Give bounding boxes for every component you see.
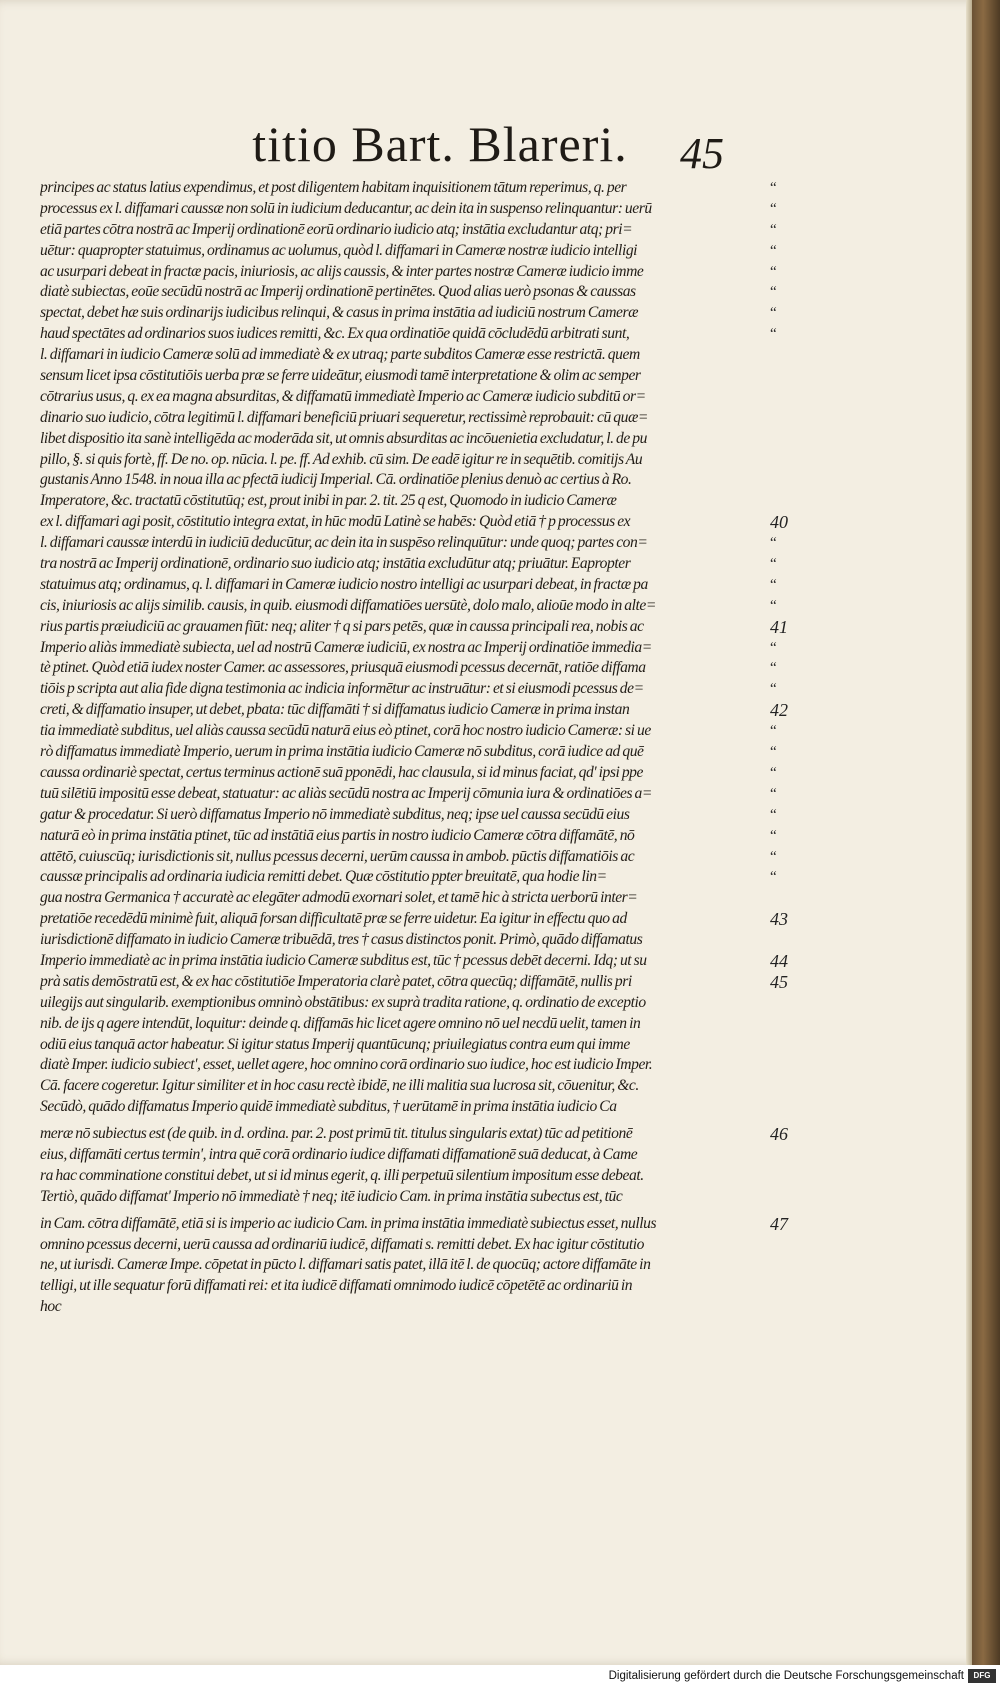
margin-quote-mark bbox=[770, 1276, 810, 1297]
text-line: spectat, debet hæ suis ordinarijs iudicibus relinqui, & casus in prima instātia ad iudiciū nostrum Cameræ bbox=[40, 304, 639, 322]
book-binding bbox=[972, 0, 1000, 1688]
margin-quote-mark: “ bbox=[770, 869, 777, 886]
text-line: uilegijs aut singularib. exemptionibus omninò obstātibus: ex suprà tradita ratione, q. ordinatio de exceptio bbox=[40, 993, 646, 1011]
text-line: cōtrarius usus, q. ex ea magna absurditas, & diffamatū immediatè Imperio ac Cameræ iudicio subditū or= bbox=[40, 387, 646, 405]
margin-quote-mark: “ bbox=[770, 764, 777, 781]
text-line: Tertiò, quādo diffamat' Imperio nō immediatè † neq; itē iudicio Cam. in prima instātia subectus est, tūc bbox=[40, 1187, 623, 1205]
margin-quote-mark: “ bbox=[770, 326, 777, 343]
margin-quote-mark: “ bbox=[770, 284, 777, 301]
margin-quote-mark bbox=[770, 345, 810, 366]
text-line: tiōis p scripta aut alia fide digna testimonia ac indicia informētur ac instruātur: et si eiusmodi pcessus de= bbox=[40, 680, 644, 698]
margin-quote-mark bbox=[770, 408, 810, 429]
text-line: l. diffamari caussæ interdū in iudiciū deducūtur, ac dein ita in suspēso relinquūtur: unde quoq; partes con= bbox=[40, 534, 648, 552]
text-line: statuimus atq; ordinamus, q. l. diffamari in Cameræ iudicio nostro intelligi ac usurpari debeat, in fractæ pa bbox=[40, 575, 648, 593]
margin-quote-mark bbox=[770, 1076, 810, 1097]
margin-quote-mark: “ bbox=[770, 827, 777, 844]
text-line: meræ nō subiectus est (de quib. in d. ordina. par. 2. post primū tit. titulus singularis extat) tūc ad petitionē bbox=[40, 1125, 633, 1143]
text-line: gatur & procedatur. Si uerò diffamatus Imperio nō immediatè subditus, neq; ipse uel caussa secūdū eius bbox=[40, 805, 630, 823]
text-line: rò diffamatus immediatè Imperio, uerum in prima instātia iudicio Cameræ nō subditus, corā iudice ad quē bbox=[40, 743, 644, 761]
margin-quote-mark bbox=[770, 450, 810, 471]
text-line: pillo, §. si quis fortè, ff. De no. op. nūcia. l. pe. ff. Ad exhib. cū sim. De eadē igitur re in sequētib. comitijs Au bbox=[40, 450, 643, 468]
text-line: creti, & diffamatio insuper, ut debet, pbata: tūc diffamāti † si diffamatus iudicio Cameræ in prima instan bbox=[40, 701, 630, 719]
margin-quote-mark: “ bbox=[770, 744, 777, 761]
margin-number: 45 bbox=[770, 971, 788, 992]
margin-quote-mark bbox=[770, 429, 810, 450]
margin-quote-mark bbox=[770, 1297, 810, 1318]
text-line: omnino pcessus decerni, uerū caussa ad ordinariū iudicē, diffamati s. remitti debet. Ex hac igitur cōstitutio bbox=[40, 1235, 644, 1253]
margin-quote-mark: “ bbox=[770, 660, 777, 677]
text-line: Imperio aliàs immediatè subiecta, uel ad nostrū Cameræ iudiciū, ex nostra ac Imperij ordinatiōe immedia= bbox=[40, 638, 652, 656]
text-line: in Cam. cōtra diffamātē, etiā si is imperio ac iudicio Cam. in prima instātia immediatè subiectus esset, nullus bbox=[40, 1214, 657, 1232]
text-line: ra hac comminatione constitui debet, ut si id minus egerit, q. illi perpetuū silentium impositum esse debeat. bbox=[40, 1166, 644, 1184]
text-line: etiā partes cōtra nostrā ac Imperij ordinationē eorū ordinario iudicio atq; instātia excludantur atq; pri= bbox=[40, 220, 633, 238]
text-line: eius, diffamāti certus termin', intra quē corā ordinario iudice diffamati diffamationē suā deducat, à Came bbox=[40, 1145, 638, 1163]
margin-quote-mark bbox=[770, 387, 810, 408]
margin-quote-mark: “ bbox=[770, 681, 777, 698]
text-line: cis, iniuriosis ac alijs similib. causis, in quib. eiusmodi diffamatiōes uersūtè, dolo malo, alioūe modo in alte= bbox=[40, 596, 656, 614]
text-line: attētō, cuiuscūq; iurisdictionis sit, nullus pcessus decerni, uerūm caussa in ambob. pūctis diffamatiōis ac bbox=[40, 847, 635, 865]
margin-quote-mark bbox=[770, 930, 810, 951]
margin-quote-mark bbox=[770, 366, 810, 387]
text-body bbox=[40, 178, 760, 1318]
margin-quote-mark: “ bbox=[770, 723, 777, 740]
margin-quote-mark: “ bbox=[770, 180, 777, 196]
margin-quote-mark bbox=[770, 1097, 810, 1118]
text-line: ne, ut iurisdi. Cameræ Impe. cōpetat in pūcto l. diffamari satis patet, illā itē l. de quocūq; actore diffamāte in bbox=[40, 1256, 651, 1274]
text-line: Cā. facere cogeretur. Igitur similiter et in hoc casu rectè ibidē, ne illi malitia sua lucrosa sit, cōuenitur, &c. bbox=[40, 1077, 639, 1095]
margin-quote-mark bbox=[770, 470, 810, 491]
text-line: l. diffamari in iudicio Cameræ solū ad immediatè & ex utraq; parte subditos Cameræ esse restrictā. quem bbox=[40, 346, 640, 364]
margin-quote-mark: “ bbox=[770, 806, 777, 823]
margin-quote-mark bbox=[770, 1035, 810, 1056]
margin-quote-mark: “ bbox=[770, 263, 777, 280]
margin-quote-mark: “ bbox=[770, 785, 777, 802]
margin-quote-mark: “ bbox=[770, 639, 777, 656]
text-line: diatè subiectas, eoūe secūdū nostrā ac Imperij ordinationē pertinētes. Quod alias uerò psonas & caussas bbox=[40, 283, 636, 301]
text-line: pretatiōe recedēdū minimè fuit, aliquā forsan difficultatē præ se ferre uidetur. Ea igitur in effectu quo ad bbox=[40, 910, 627, 928]
margin-quote-mark: “ bbox=[770, 535, 777, 552]
page-number: 45 bbox=[680, 129, 724, 178]
margin-quote-mark bbox=[770, 1255, 810, 1276]
margin-quote-mark: “ bbox=[770, 597, 777, 614]
text-line: sensum licet ipsa cōstitutiōis uerba præ se ferre uideātur, eiusmodi tamē interpretatione & olim ac semper bbox=[40, 367, 641, 385]
margin-number: 46 bbox=[770, 1124, 788, 1145]
margin-number: 43 bbox=[770, 909, 788, 930]
margin-quote-mark: “ bbox=[770, 848, 777, 865]
margin-quote-mark: “ bbox=[770, 200, 777, 217]
margin-quote-mark bbox=[770, 1055, 810, 1076]
text-line: rius partis præiudiciū ac grauamen fiūt: neq; aliter † q si pars petēs, quæ in caussa principali rea, nobis ac bbox=[40, 617, 644, 635]
margin-quote-mark: “ bbox=[770, 576, 777, 593]
text-line: Imperatore, &c. tractatū cōstitutūq; est, prout inibi in par. 2. tit. 25 q est, Quomodo in iudicio Cameræ bbox=[40, 492, 617, 510]
margin-number: 44 bbox=[770, 950, 788, 971]
text-line: gua nostra Germanica † accuratè ac elegāter admodū exornari solet, et tamē hic à stricta uerborū inter= bbox=[40, 889, 638, 907]
running-title: titio Bart. Blareri. bbox=[252, 116, 628, 172]
margin-quote-mark bbox=[770, 888, 810, 909]
text-line: gustanis Anno 1548. in noua illa ac pfectā iudicij Imperial. Cā. ordinatiōe plenius denuò ac certius à Ro. bbox=[40, 471, 632, 489]
text-line: tuū silētiū impositū esse debeat, statuatur: ac aliàs secūdū nostra ac Imperij cōmunia iura & ordinatiōes a= bbox=[40, 784, 652, 802]
dfg-logo: DFG bbox=[968, 1669, 996, 1683]
margin-quote-mark bbox=[770, 1014, 810, 1035]
margin-quote-mark bbox=[770, 993, 810, 1014]
text-line: tè ptinet. Quòd etiā iudex noster Camer. ac assessores, priusquā eiusmodi pcessus decernāt, ratiōe diffama bbox=[40, 659, 646, 677]
margin-quote-mark bbox=[770, 1187, 810, 1208]
text-line: Secūdò, quādo diffamatus Imperio quidē immediatè subditus, † uerūtamē in prima instātia iudicio Ca bbox=[40, 1098, 617, 1116]
text-line: ex l. diffamari agi posit, cōstitutio integra extat, in hūc modū Latinè se habēs: Quòd etiā † p processus ex bbox=[40, 513, 631, 531]
margin-notes bbox=[770, 178, 810, 1339]
text-line: naturā eò in prima instātia ptinet, tūc ad instātiā eius partis in nostro iudicio Cameræ cōtra diffamātē, nō bbox=[40, 826, 635, 844]
text-line: processus ex l. diffamari caussæ non solū in iudicium deducantur, ac dein ita in suspenso relinquantur: uerū bbox=[40, 199, 652, 217]
text-line: tia immediatè subditus, uel aliàs caussa secūdū naturā eius eò ptinet, corā hoc nostro iudicio Cameræ: si ue bbox=[40, 722, 651, 740]
margin-quote-mark bbox=[770, 1145, 810, 1166]
margin-quote-mark bbox=[770, 1235, 810, 1256]
margin-number: 41 bbox=[770, 616, 788, 637]
margin-quote-mark bbox=[770, 1166, 810, 1187]
text-line: diatè Imper. iudicio subiect', esset, uellet agere, hoc omnino corā ordinario suo iudice, hoc est iudicio Imper. bbox=[40, 1056, 653, 1074]
text-line: libet dispositio ita sanè intelligēda ac moderāda sit, ut omnis absurditas ac incōuenietia excludatur, l. de pu bbox=[40, 429, 647, 447]
footer bbox=[0, 1665, 1000, 1688]
text-line: tra nostrā ac Imperij ordinationē, ordinario suo iudicio atq; instātia excludūtur atq; priuātur. Eapropter bbox=[40, 555, 631, 573]
text-line: hoc bbox=[40, 1298, 62, 1316]
footer-credit: Digitalisierung gefördert durch die Deutsche Forschungsgemeinschaft bbox=[608, 1670, 964, 1682]
margin-number: 47 bbox=[770, 1213, 788, 1234]
text-line: caussa ordinariè spectat, certus terminus actionē suā pponēdi, hac clausula, si id minus faciat, qd' ipsi ppe bbox=[40, 763, 643, 781]
margin-quote-mark: “ bbox=[770, 242, 777, 259]
text-line: odiū eius tanquā actor habeatur. Si igitur status Imperij quantūcunq; priuilegiatus contra eum qui imme bbox=[40, 1035, 630, 1053]
text-line: principes ac status latius expendimus, et post diligentem habitam inquisitionem tātum reperimus, q. per bbox=[40, 179, 627, 196]
text-line: nib. de ijs q agere intendūt, loquitur: deinde q. diffamās hic licet agere omnino nō uel necdū uelit, tamen in bbox=[40, 1014, 641, 1032]
text-line: uētur: quapropter statuimus, ordinamus ac uolumus, quòd l. diffamari in Cameræ nostræ iudicio intelligi bbox=[40, 241, 638, 259]
text-line: Imperio immediatè ac in prima instātia iudicio Cameræ subditus est, tūc † pcessus debēt decerni. Idq; ut su bbox=[40, 951, 647, 969]
text-line: dinario suo iudicio, cōtra legitimū l. diffamari beneficiū priuari sequeretur, rectissimè reprobauit: cū quæ= bbox=[40, 408, 648, 426]
margin-number: 40 bbox=[770, 512, 788, 533]
text-line: prà satis demōstratū est, & ex hac cōstitutiōe Imperatoria clarè patet, cōtra quecūq; diffamātē, nullis pri bbox=[40, 972, 632, 990]
margin-quote-mark bbox=[770, 491, 810, 512]
margin-quote-mark: “ bbox=[770, 556, 777, 573]
margin-quote-mark: “ bbox=[770, 305, 777, 322]
text-line: haud spectātes ad ordinarios suos iudices remitti, &c. Ex qua ordinatiōe quidā cōcludēdū arbitrati sunt, bbox=[40, 325, 630, 343]
margin-quote-mark bbox=[770, 1318, 810, 1339]
text-line: caussæ principalis ad ordinaria iudicia remitti debet. Quæ cōstitutio ppter breuitatē, qua hodie lin= bbox=[40, 868, 607, 886]
text-line: telligi, ut ille sequatur forū diffamati rei: et ita iudicē diffamati omnimodo iudicē cōpetētē ac ordinariū in bbox=[40, 1277, 633, 1295]
text-line: iurisdictionē diffamato in iudicio Cameræ tribuēdā, tres † casus distinctos ponit. Primò, quādo diffamatus bbox=[40, 931, 643, 949]
text-line: ac usurpari debeat in fractæ pacis, iniuriosis, ac alijs caussis, & inter partes nostræ Cameræ iudicio imme bbox=[40, 262, 644, 280]
margin-number: 42 bbox=[770, 700, 788, 721]
margin-quote-mark: “ bbox=[770, 221, 777, 238]
